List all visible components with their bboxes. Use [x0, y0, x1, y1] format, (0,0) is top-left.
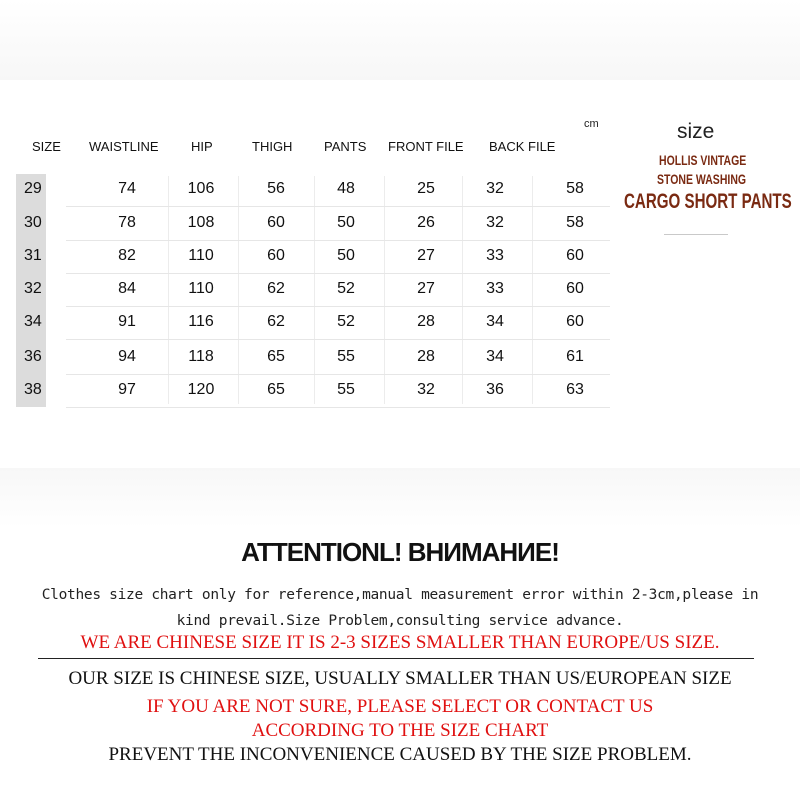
product-title-line-1: HOLLIS VINTAGE [659, 152, 747, 168]
measurement-cell: 110 [188, 247, 214, 264]
measurement-cell: 118 [188, 348, 214, 365]
measurement-cell: 63 [566, 381, 584, 398]
size-cell: 31 [24, 247, 42, 264]
measurement-cell: 32 [417, 381, 435, 398]
product-title-line-3: CARGO SHORT PANTS [624, 190, 792, 213]
measurement-cell: 60 [566, 280, 584, 297]
table-row [16, 273, 610, 307]
size-cell: 34 [24, 313, 42, 330]
table-row [16, 341, 610, 375]
measurement-cell: 36 [486, 381, 504, 398]
measurement-cell: 120 [187, 381, 215, 398]
measurement-cell: 65 [267, 348, 285, 365]
measurement-cell: 25 [417, 180, 435, 197]
measurement-cell: 65 [267, 381, 285, 398]
measurement-cell: 33 [486, 247, 504, 264]
measurement-cell: 27 [417, 280, 435, 297]
header-size: SIZE [32, 139, 61, 154]
measurement-cell: 50 [337, 247, 355, 264]
chinese-size-warning: WE ARE CHINESE SIZE IT IS 2-3 SIZES SMALLER THAN EUROPE/US SIZE. [80, 632, 720, 653]
measurement-cell: 33 [486, 280, 504, 297]
product-size-label: size [677, 120, 715, 143]
measurement-cell: 62 [267, 313, 285, 330]
middle-background-band [0, 468, 800, 528]
table-row [16, 306, 610, 340]
measurement-cell: 55 [337, 381, 355, 398]
attention-heading: ATTENTIONL! ВНИМАНИЕ! [241, 537, 559, 567]
measurement-cell: 58 [566, 180, 584, 197]
measurement-cell: 82 [118, 247, 136, 264]
inconvenience-note: PREVENT THE INCONVENIENCE CAUSED BY THE SIZE PROBLEM. [108, 744, 692, 765]
measurement-cell: 116 [188, 313, 214, 330]
header-front-file: FRONT FILE [388, 139, 464, 154]
measurement-cell: 58 [566, 214, 584, 231]
measurement-cell: 48 [337, 180, 355, 197]
divider-line [38, 658, 754, 659]
measurement-cell: 60 [566, 313, 584, 330]
header-thigh: THIGH [252, 139, 293, 154]
size-cell: 29 [24, 180, 42, 197]
size-cell: 38 [24, 381, 42, 398]
row-divider [66, 407, 610, 408]
size-chart-note: ACCORDING TO THE SIZE CHART [251, 720, 549, 741]
measurement-cell: 55 [337, 348, 355, 365]
measurement-cell: 26 [417, 214, 435, 231]
product-title-line-2: STONE WASHING [657, 171, 747, 187]
header-pants: PANTS [324, 139, 367, 154]
measurement-cell: 91 [118, 313, 136, 330]
disclaimer-text: Clothes size chart only for reference,manual measurement error within 2-3cm,please in kind prevail.Size Problem,consulting service advance. [41, 587, 759, 629]
measurement-cell: 50 [337, 214, 355, 231]
measurement-cell: 56 [267, 180, 285, 197]
row-divider [66, 339, 610, 340]
measurement-cell: 32 [486, 180, 504, 197]
product-underline [664, 234, 728, 235]
measurement-cell: 28 [417, 348, 435, 365]
header-back-file: BACK FILE [489, 139, 556, 154]
table-row [16, 207, 610, 241]
table-row [16, 240, 610, 274]
measurement-cell: 34 [486, 313, 504, 330]
measurement-cell: 60 [267, 214, 285, 231]
measurement-cell: 106 [187, 180, 215, 197]
measurement-cell: 52 [337, 280, 355, 297]
measurement-cell: 84 [118, 280, 136, 297]
top-background-band [0, 0, 800, 80]
size-cell: 36 [24, 348, 42, 365]
size-cell: 32 [24, 280, 42, 297]
table-row [16, 374, 610, 408]
measurement-cell: 28 [417, 313, 435, 330]
measurement-cell: 94 [118, 348, 136, 365]
contact-us-note: IF YOU ARE NOT SURE, PLEASE SELECT OR CONTACT US [146, 696, 654, 717]
measurement-cell: 61 [566, 348, 584, 365]
measurement-cell: 52 [337, 313, 355, 330]
chinese-size-note: OUR SIZE IS CHINESE SIZE, USUALLY SMALLER THAN US/EUROPEAN SIZE [68, 668, 732, 689]
measurement-cell: 27 [417, 247, 435, 264]
measurement-cell: 97 [118, 381, 136, 398]
measurement-cell: 74 [118, 180, 136, 197]
table-row [16, 173, 610, 207]
measurement-cell: 62 [267, 280, 285, 297]
header-hip: HIP [191, 139, 213, 154]
unit-label: cm [584, 118, 599, 130]
header-waistline: WAISTLINE [89, 139, 159, 154]
measurement-cell: 34 [486, 348, 504, 365]
measurement-cell: 32 [486, 214, 504, 231]
measurement-cell: 110 [188, 280, 214, 297]
size-cell: 30 [24, 214, 42, 231]
measurement-cell: 108 [187, 214, 215, 231]
measurement-cell: 60 [566, 247, 584, 264]
measurement-cell: 78 [118, 214, 136, 231]
measurement-cell: 60 [267, 247, 285, 264]
